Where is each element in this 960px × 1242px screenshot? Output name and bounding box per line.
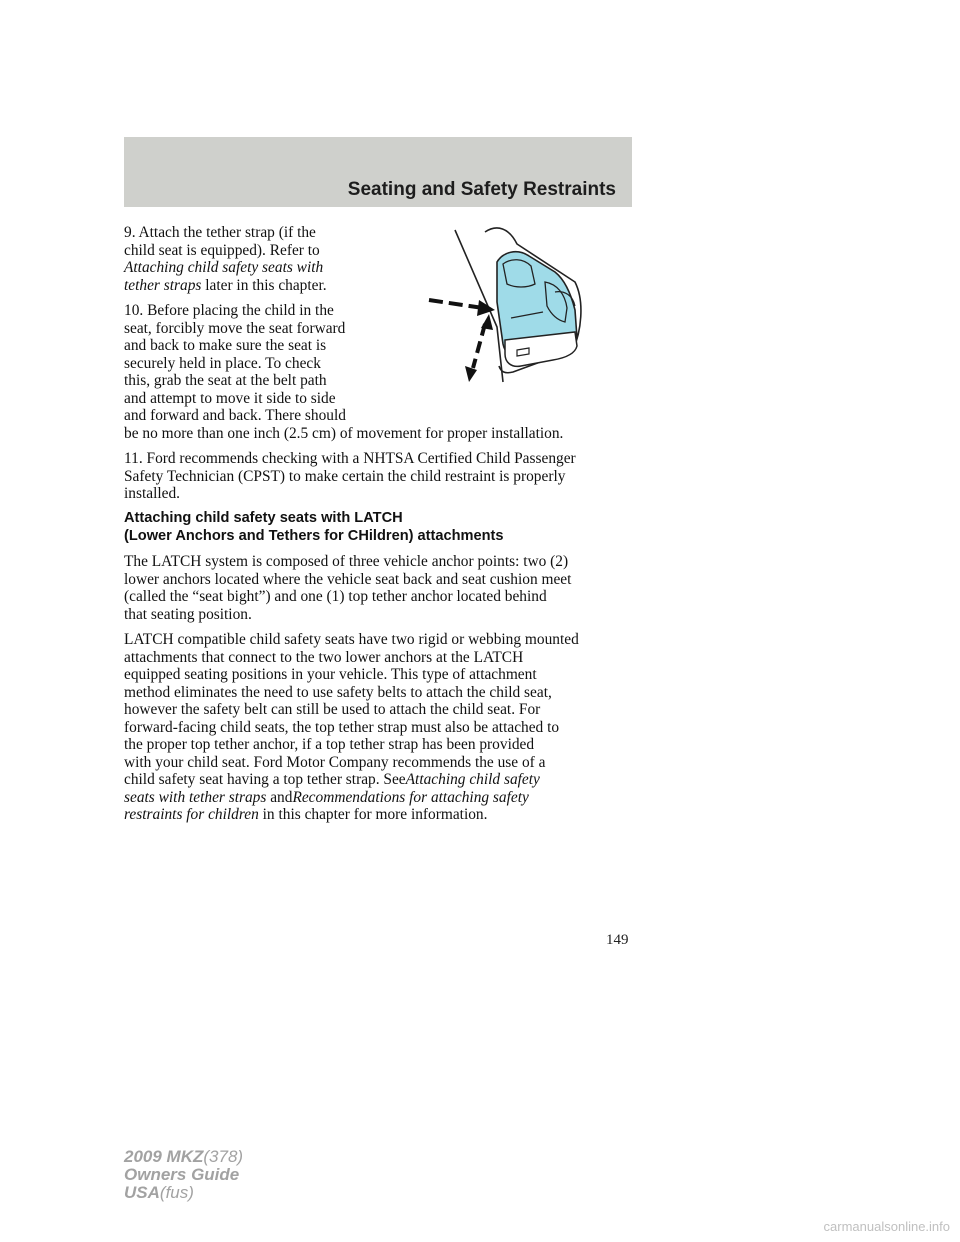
footer-model: 2009 MKZ — [124, 1147, 204, 1166]
latch-p2-line-9 — [124, 771, 540, 789]
step-11-line-2: Safety Technician (CPST) to make certain the child restraint is properly — [124, 468, 566, 485]
latch-p2-and: and — [266, 789, 293, 806]
step-9-line-3 — [124, 259, 323, 277]
latch-heading-line-2: (Lower Anchors and Tethers for CHildren) attachments — [124, 528, 504, 544]
step-10-line-8: be no more than one inch (2.5 cm) of movement for proper installation. — [124, 425, 564, 442]
footer-region: USA — [124, 1183, 160, 1202]
step-10-line-4: securely held in place. To check — [124, 355, 321, 372]
shake-arrow-head-up — [481, 314, 493, 330]
step-9-line-4 — [124, 277, 327, 295]
latch-p1-line-4: that seating position. — [124, 606, 252, 623]
step-10-line-1: 10. Before placing the child in the — [124, 302, 334, 319]
latch-p2-line-11 — [124, 806, 487, 824]
ref-tether-straps-b: seats with tether straps — [124, 789, 267, 806]
step-9-tail: later in this chapter. — [201, 277, 327, 294]
latch-heading-line-1: Attaching child safety seats with LATCH — [124, 510, 403, 526]
footer-line-1 — [124, 1148, 243, 1166]
footer-line-3 — [124, 1184, 243, 1202]
latch-p2-tail: in this chapter for more information. — [258, 806, 488, 823]
push-arrow-shaft — [429, 300, 483, 308]
ref-tether-straps-a: Attaching child safety — [405, 771, 540, 788]
latch-p2-line-4: method eliminates the need to use safety belts to attach the child seat, — [124, 684, 552, 701]
latch-p2-line-1: LATCH compatible child safety seats have two rigid or webbing mounted — [124, 631, 579, 648]
footer-doc-info — [124, 1148, 243, 1202]
step-9-ref-italic: Attaching child safety seats with — [124, 259, 324, 276]
ref-recommendations-b: restraints for children — [124, 806, 259, 823]
step-10-line-7: and forward and back. There should — [124, 407, 346, 424]
step-10-line-3: and back to make sure the seat is — [124, 337, 327, 354]
footer-line-2 — [124, 1166, 243, 1184]
step-9-ref-italic-end: tether straps — [124, 277, 202, 294]
step-11-line-3: installed. — [124, 485, 180, 502]
page-number: 149 — [606, 932, 629, 948]
footer-region-code: (fus) — [159, 1183, 194, 1202]
latch-p2-line-8: with your child seat. Ford Motor Company recommends the use of a — [124, 754, 546, 771]
footer-guide: Owners Guide — [124, 1165, 240, 1184]
footer-model-code: (378) — [203, 1147, 244, 1166]
latch-p2-line-3: equipped seating positions in your vehicle. This type of attachment — [124, 666, 537, 683]
ref-recommendations-a: Recommendations for attaching safety — [292, 789, 529, 806]
child-seat-illustration — [425, 222, 590, 390]
latch-p1-line-3: (called the “seat bight”) and one (1) top tether anchor located behind — [124, 588, 547, 605]
latch-p2-line-10 — [124, 789, 529, 807]
header-band — [124, 137, 632, 207]
latch-p2-line-7: the proper top tether anchor, if a top tether strap has been provided — [124, 736, 535, 753]
latch-p2-line-9-text: child safety seat having a top tether strap. See — [124, 771, 406, 788]
shake-arrow-head-down — [465, 366, 477, 382]
section-title: Seating and Safety Restraints — [347, 179, 616, 200]
latch-p1-line-2: lower anchors located where the vehicle seat back and seat cushion meet — [124, 571, 572, 588]
latch-p2-line-5: however the safety belt can still be used to attach the child seat. For — [124, 701, 541, 718]
latch-p2-line-2: attachments that connect to the two lower anchors at the LATCH — [124, 649, 524, 666]
step-10-line-6: and attempt to move it side to side — [124, 390, 336, 407]
shake-arrow-shaft — [473, 324, 485, 368]
watermark: carmanualsonline.info — [823, 1219, 950, 1234]
step-9-line-1: 9. Attach the tether strap (if the — [124, 224, 316, 241]
step-9-line-2: child seat is equipped). Refer to — [124, 242, 320, 259]
step-10-line-2: seat, forcibly move the seat forward — [124, 320, 346, 337]
latch-p2-line-6: forward-facing child seats, the top tether strap must also be attached to — [124, 719, 560, 736]
latch-p1-line-1: The LATCH system is composed of three vehicle anchor points: two (2) — [124, 553, 569, 570]
step-10-line-5: this, grab the seat at the belt path — [124, 372, 327, 389]
step-11-line-1: 11. Ford recommends checking with a NHTSA Certified Child Passenger — [124, 450, 576, 467]
